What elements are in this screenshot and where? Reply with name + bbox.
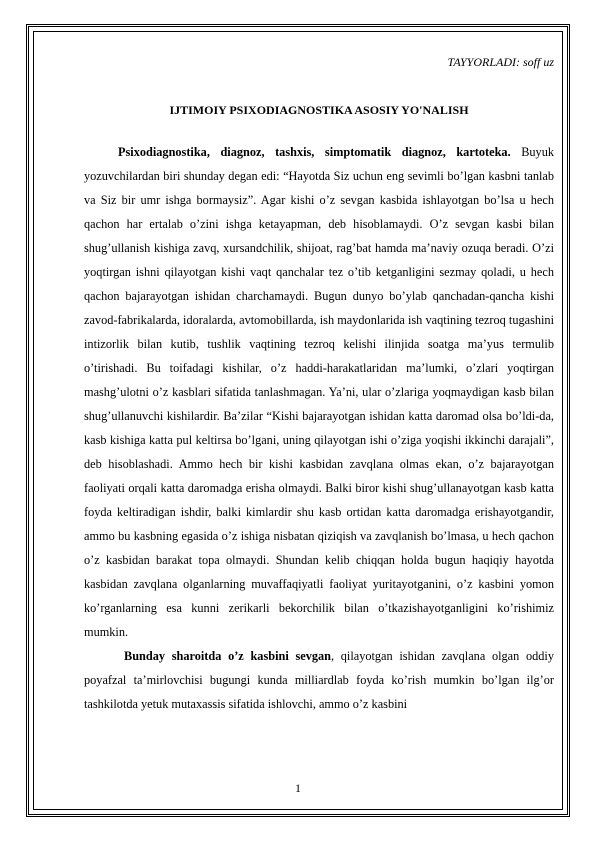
paragraph-2-lead: Bunday sharoitda o’z kasbini sevgan [124, 649, 331, 663]
paragraph-1-body: Buyuk yozuvchilardan biri shunday degan edi: “Hayotda Siz uchun eng sevimli bo’lgan kasbni tanlab va Siz bir umr ishga bormaysiz”. Agar kishi o’z sevgan kasbida ishlayotgan bo’lsa u hech qachon har ertalab o’zini ishga ketayapman, deb hisoblamaydi. O’z sevgan kasbi bilan shug’ullanish kishiga zavq, xursandchilik, shijoat, rag’bat hamda ma’naviy ozuqa beradi. O’zi yoqtirgan ishni qilayotgan kishi vaqt qanchalar tez o’tib ketganligini sezmay qoladi, u hech qachon bajarayotgan ishidan charchamaydi. Bugun dunyo bo’ylab qanchadan-qancha kishi zavod-fabrikalarda, idoralarda, avtomobillarda, ish maydonlarida ish vaqtining tezroq tugashini intizorlik bilan kutib, tushlik vaqtining tezroq kelishi ilinjida soatga ma’yus termulib o’tirishadi. Bu toifadagi kishilar, o’z haddi-harakatlaridan ma’lumki, o’zlari yoqtirgan mashg’ulotni o’z kasblari sifatida tanlashmagan. Ya’ni, ular o’zlariga yoqmaydigan kasb bilan shug’ullanuvchi kishilardir. Ba’zilar “Kishi bajarayotgan ishidan katta daromad olsa bo’ldi-da, kasb kishiga katta pul keltirsa bo’lgani, uning qilayotgan ishi o’ziga yoqishi ikkinchi darajali”, deb hisoblashadi. Ammo hech bir kishi kasbidan zavqlana olmas ekan, o’z bajarayotgan faoliyati orqali katta daromadga erisha olmaydi. Balki biror kishi shug’ullanayotgan kasb katta foyda keltiradigan ishdir, balki kimlardir shu kasb ortidan katta daromadga erishayotgandir, ammo bu kasbning egasida o’z ishiga nisbatan qiziqish va zavqlanish bo’lmasa, u hech qachon o’z kasbidan barakat topa olmaydi. Shundan kelib chiqqan holda bugun haqiqiy hayotda kasbidan zavqlana olganlarning muvaffaqiyatli faoliyat yuritayotganini, o’z kasbini yomon ko’rganlarning esa kunni zerikarli bekorchilik bilan o’tkazishayotganligini ko’rishimiz mumkin. [84, 145, 554, 639]
paragraph-2-body: , qilayotgan ishidan zavqlana olgan oddiy poyafzal ta’mirlovchisi bugungi kunda milliardlab foyda ko’rish mumkin bo’lgan ilg’or tashkilotda yetuk mutaxassis sifatida ishlovchi, ammo o’z kasbini [84, 649, 554, 711]
keywords-text: Psixodiagnostika, diagnoz, tashxis, simptomatik diagnoz, kartoteka. [118, 145, 511, 159]
author-credit: TAYYORLADI: soff uz [447, 55, 554, 69]
paragraph-2 [84, 644, 554, 716]
paragraph-1 [84, 140, 554, 644]
document-title: IJTIMOIY PSIXODIAGNOSTIKA ASOSIY YO'NALISH [169, 103, 469, 117]
document-page [84, 54, 554, 716]
page-number: 1 [295, 781, 301, 795]
